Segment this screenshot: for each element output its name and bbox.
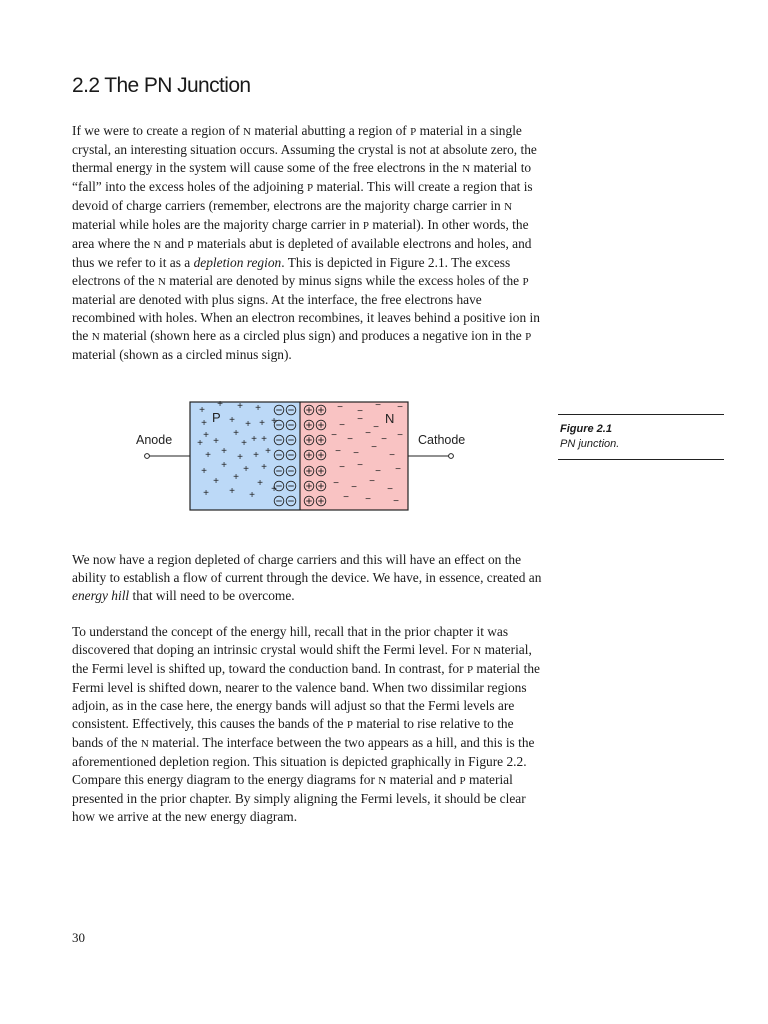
paragraph-energy-hill: We now have a region depleted of charge carriers and this will have an effect on the ability to establish a flow of current through the device. We have, in essence, created an energy hill that will need to be overcome. bbox=[72, 552, 542, 603]
hole-plus-sign: + bbox=[233, 428, 239, 439]
page-number: 30 bbox=[72, 930, 85, 945]
electron-minus-sign: − bbox=[389, 450, 395, 461]
hole-plus-sign: + bbox=[203, 488, 209, 499]
p-region-label: P bbox=[212, 410, 221, 425]
hole-plus-sign: + bbox=[199, 405, 205, 416]
hole-plus-sign: + bbox=[201, 418, 207, 429]
pn-junction-figure bbox=[128, 396, 488, 516]
hole-plus-sign: + bbox=[233, 472, 239, 483]
electron-minus-sign: − bbox=[357, 460, 363, 471]
electron-minus-sign: − bbox=[381, 434, 387, 445]
hole-plus-sign: + bbox=[213, 436, 219, 447]
electron-minus-sign: − bbox=[353, 448, 359, 459]
hole-plus-sign: + bbox=[201, 466, 207, 477]
pn-junction-diagram bbox=[128, 396, 488, 516]
term-depletion-region: depletion region bbox=[193, 255, 282, 270]
electron-minus-sign: − bbox=[351, 482, 357, 493]
hole-plus-sign: + bbox=[243, 464, 249, 475]
hole-plus-sign: + bbox=[241, 438, 247, 449]
hole-plus-sign: + bbox=[213, 476, 219, 487]
figure-caption bbox=[558, 414, 724, 460]
electron-minus-sign: − bbox=[331, 430, 337, 441]
hole-plus-sign: + bbox=[271, 484, 277, 495]
term-energy-hill: energy hill bbox=[72, 588, 130, 603]
electron-minus-sign: − bbox=[373, 422, 379, 433]
electron-minus-sign: − bbox=[375, 400, 381, 411]
figure-title: PN junction. bbox=[560, 438, 620, 450]
electron-minus-sign: − bbox=[337, 402, 343, 413]
anode-terminal bbox=[145, 454, 150, 459]
hole-plus-sign: + bbox=[255, 403, 261, 414]
hole-plus-sign: + bbox=[237, 401, 243, 412]
hole-plus-sign: + bbox=[253, 450, 259, 461]
hole-plus-sign: + bbox=[261, 434, 267, 445]
electron-minus-sign: − bbox=[375, 466, 381, 477]
hole-plus-sign: + bbox=[221, 446, 227, 457]
electron-minus-sign: − bbox=[365, 494, 371, 505]
figure-label: Figure 2.1 bbox=[560, 423, 612, 435]
hole-plus-sign: + bbox=[217, 399, 223, 410]
hole-plus-sign: + bbox=[229, 415, 235, 426]
hole-plus-sign: + bbox=[249, 490, 255, 501]
electron-minus-sign: − bbox=[333, 478, 339, 489]
electron-minus-sign: − bbox=[339, 420, 345, 431]
hole-plus-sign: + bbox=[237, 452, 243, 463]
electron-minus-sign: − bbox=[357, 406, 363, 417]
electron-minus-sign: − bbox=[397, 402, 403, 413]
hole-plus-sign: + bbox=[271, 416, 277, 427]
anode-label: Anode bbox=[136, 433, 173, 447]
electron-minus-sign: − bbox=[347, 434, 353, 445]
hole-plus-sign: + bbox=[229, 486, 235, 497]
electron-minus-sign: − bbox=[357, 414, 363, 425]
hole-plus-sign: + bbox=[221, 460, 227, 471]
electron-minus-sign: − bbox=[369, 476, 375, 487]
electron-minus-sign: − bbox=[395, 464, 401, 475]
electron-minus-sign: − bbox=[371, 442, 377, 453]
n-region-label: N bbox=[385, 411, 395, 426]
electron-minus-sign: − bbox=[387, 484, 393, 495]
electron-minus-sign: − bbox=[335, 446, 341, 457]
paragraph-depletion-intro: If we were to create a region of N material abutting a region of P material in a single crystal, an interesting situation occurs. Assuming the crystal is not at absolute zero, the thermal energy in the system will cause some of the free electrons in the N material to “fall” into the excess holes of the adjoining P material. This will create a region that is devoid of charge carriers (remember, electrons are the majority charge carrier in N material while holes are the majority charge carrier in P material). In other words, the area where the N and P materials abut is depleted of available electrons and holes, and thus we refer to it as a depletion region. This is depicted in Figure 2.1. The excess electrons of the N material are denoted by minus signs while the excess holes of the P material are denoted with plus signs. At the interface, the free electrons have recombined with holes. When an electron recombines, it leaves behind a positive ion in the N material (shown here as a circled plus sign) and produces a negative ion in the P material (shown as a circled minus sign). bbox=[72, 123, 540, 362]
electron-minus-sign: − bbox=[397, 430, 403, 441]
hole-plus-sign: + bbox=[205, 450, 211, 461]
hole-plus-sign: + bbox=[259, 418, 265, 429]
electron-minus-sign: − bbox=[343, 492, 349, 503]
hole-plus-sign: + bbox=[265, 446, 271, 457]
hole-plus-sign: + bbox=[197, 438, 203, 449]
electron-minus-sign: − bbox=[365, 428, 371, 439]
cathode-label: Cathode bbox=[418, 433, 466, 447]
electron-minus-sign: − bbox=[339, 462, 345, 473]
electron-minus-sign: − bbox=[393, 496, 399, 507]
hole-plus-sign: + bbox=[245, 419, 251, 430]
hole-plus-sign: + bbox=[261, 462, 267, 473]
paragraph-fermi-level: To understand the concept of the energy hill, recall that in the prior chapter it was discovered that doping an intrinsic crystal would shift the Fermi level. For N material, the Fermi level is shifted up, toward the conduction band. In contrast, for P material the Fermi level is shifted down, nearer to the valence band. When two dissimilar regions adjoin, as in the case here, the energy bands will adjust so that the Fermi levels are consistent. Effectively, this causes the bands of the P material to rise relative to the bands of the N material. The interface between the two appears as a hill, and this is the aforementioned depletion region. This situation is depicted graphically in Figure 2.2. Compare this energy diagram to the energy diagrams for N material and P material presented in the prior chapter. By simply aligning the Fermi levels, it should be clear how we arrive at the new energy diagram. bbox=[72, 624, 540, 824]
hole-plus-sign: + bbox=[203, 430, 209, 441]
cathode-terminal bbox=[449, 454, 454, 459]
hole-plus-sign: + bbox=[257, 478, 263, 489]
section-heading: 2.2 The PN Junction bbox=[72, 74, 251, 97]
hole-plus-sign: + bbox=[251, 434, 257, 445]
